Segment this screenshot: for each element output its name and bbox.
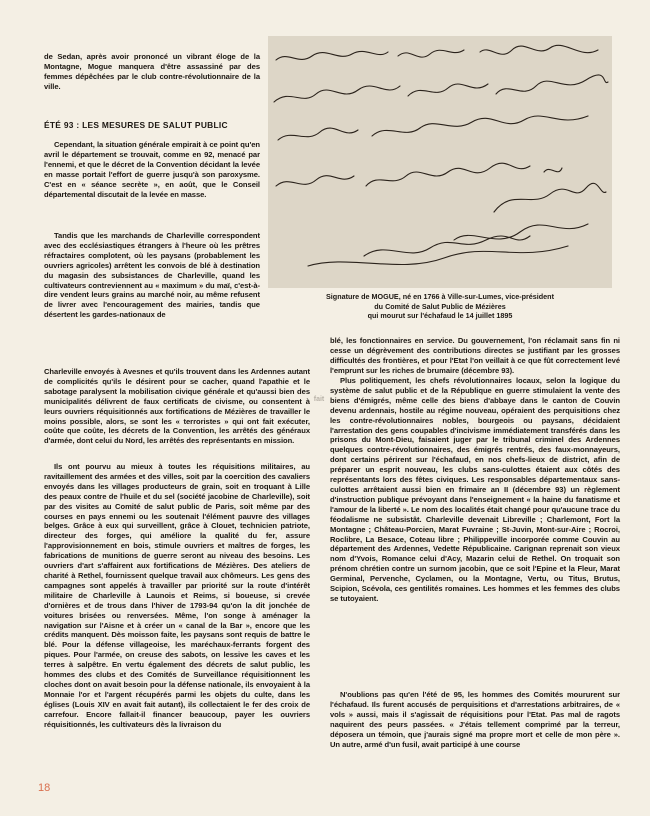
full-p-text: Charleville envoyés à Avesnes et qu'ils trouvent dans les Ardennes autant de complicités qu'ils le désirent pour se cacher, quand l'apathie et le sabotage paralysent la mobilisation civique générale et qu'aussi bien des municipalités délivrent de faux certificats de civisme, ou consentent à leurs ouvriers réquisitionnés aux fortifications de Mézières de travailler le moins possible, alors, se sont les « terroristes » qui ont fait exécuter, coûte que coûte, les décrets de la Convention, les arrêtés des généraux d'armée, dont celui du Nord, les arrêtés des représentants en mission.	[44, 367, 310, 446]
caption-line-3: qui mourut sur l'échafaud le 14 juillet 1895	[367, 311, 513, 321]
right-p2-text: Plus politiquement, les chefs révolutionnaires locaux, selon la logique du système de salut public et de la République en guerre stimulaient la vente des biens d'émigrés, même celle des biens d'abbaye dans le canton de Couvin devenu ardennais, hostile au régime nouveau, opéraient des perquisitions chez les contre-révolutionnaires nobles, bourgeois ou paysans, décidaient l'arrestation des gens coupables d'incivisme immédiatement transférés dans les prisons du Mont-Dieu, faisaient juger par le tribunal criminel des Ardennes quelques contre-révolutionnaires, des émigrés rentrés, des faux-monnayeurs, dont certains périrent sur l'échafaud, en nos chefs-lieux de district, afin de préparer un esprit nouveau, les clubs sans-culottes étaient aux côtés des représentants lors des fêtes civiques. Les responsables départementaux sans-culottes arrêtaient aussi bien en frimaire an II (décembre 93) un règlement d'instruction publique prévoyant dans l'enseignement « la haine du fanatisme et l'amour de la liberté ». Le nom des localités était changé pour qu'aucune trace du féodalisme ne subsistât. Charleville devenait Libreville ; Charlemont, Fort la Montagne ; Château-Porcien, Marat Fuvraine ; St-Juvin, Mont-sur-Aire ; Rocroi, Roclibre, La Besace, Coteau libre ; Philippeville incorporée comme Couvin au département des Ardennes, Vedette Républicaine. Carignan reprenait son vieux nom d'Yvois, Romance celui d'Acy, Mazarin celui de Rethel. On troquait son prénom chrétien contre un surnom jacobin, que ce soit l'Epine et la Fleur, Marat Germinal, Pervenche, Cyclamen, ou la Montagne, Vertu, ou Titus, Brutus, Scipion, Scévola, ces gentilités romaines. Les hommes et les femmes des clubs se tutoyaient.	[330, 376, 620, 603]
right-paragraph-2	[330, 376, 620, 604]
left-paragraph-2	[44, 231, 260, 320]
left-p3-text: Ils ont pourvu au mieux à toutes les réquisitions militaires, au ravitaillement des armées et des villes, soit par la coercition des cavaliers envoyés dans les villages producteurs de grain, soit en troquant à Lille des peaux contre de l'huile et du sel (société jacobine de Charleville), soit par des visites au Comité de salut public de Paris, soit même par des courses en pays ennemi ou les soutenait l'élément pauvre des villages belges. Grâce à eux qui surveillent, grâce à Clouet, technicien patriote, directeur des forges, qui améliore la qualité du fer, assure l'approvisionnement en bois, stimule ouvriers et maîtres de forges, les fabrications de munitions de guerre seront au niveau des besoins. Les ouvriers d'art s'affairent aux fortifications de Mézières. Des ateliers de charité à Rethel, fournissent quelque travail aux chômeurs. Les gens des campagnes sont appelés à travailler par priorité sur la route d'intérêt militaire de Charleville à Launois et Reims, si boueuse, si crevée d'ornières et de trous dans l'hiver de 1793-94 qu'on la dit jonchée de voitures brisées ou renversées. Même, l'on songe à aménager la navigation sur l'Aisne et à créer un « canal de la Bar », encore que les crédits manquent. Dès moisson faite, les paysans sont requis de battre le blé. Pour la défense villageoise, les maréchaux-ferrants forgent des piques. Pour l'armée, on creuse des sabots, on lessive les caves et les terres à salpêtre. En vertu également des décrets de salut public, les hommes des clubs et des Comités de Surveillance réquisitionnent les cloches dont on avait besoin pour la défense nationale, ils envoyaient à la Monnaie l'or et l'argent récupérés parmi les objets du culte, dans les églises (Louis XIV en avait fait autant), ils collectaient le fer des croix de carrefour. Encore fallait-il financer beaucoup, payer les ouvriers réquisitionnés, les cultivateurs dès la livraison du	[44, 462, 310, 729]
intro-text: de Sedan, après avoir prononcé un vibrant éloge de la Montagne, Mogue manquera d'être assassiné par des femmes dépêchées par le club contre-révolutionnaire de la ville.	[44, 52, 260, 91]
right-paragraph-1	[330, 336, 620, 376]
caption-line-1: Signature de MOGUE, né en 1766 à Ville-sur-Lumes, vice-président	[326, 292, 554, 301]
right-p3-text: N'oublions pas qu'en l'été de 95, les hommes des Comités moururent sur l'échafaud. Ils furent accusés de perquisitions et d'arrestations arbitraires, de « vols » aussi, mais il s'agissait de réquisitions pour l'Etat. Pas mal de ragots naquirent des peurs passées. « J'étais tellement comprimé par la terreur, déposera un témoin, que j'aurais signé ma propre mort et celle de mon père ». Un autre, armé d'un fusil, avait participé à une course	[330, 690, 620, 749]
signature-image	[268, 36, 612, 288]
right-paragraph-3	[330, 690, 620, 749]
section-title: ÉTÉ 93 : LES MESURES DE SALUT PUBLIC	[44, 120, 228, 130]
left-paragraph-3	[44, 462, 310, 729]
page-number: 18	[38, 782, 51, 794]
left-paragraph-1	[44, 140, 260, 199]
left-p1-text: Cependant, la situation générale empirait à ce point qu'en avril le département se trouvait, comme en 92, menacé par l'ennemi, et que le décret de la Convention décidant la levée en masse portait l'effort de guerre jusqu'à son paroxysme. C'est en « séance secrète », en août, que le Conseil départemental discutait de la levée en masse.	[44, 140, 260, 199]
left-p2-text: Tandis que les marchands de Charleville correspondent avec des ecclésiastiques étrangers à l'heure où les prêtres réfractaires complotent, où les paysans (probablement les ouvriers agricoles) arrêtent les convois de blé à destination du magasin des subsistances de Charleville, quand les cultivateurs contreviennent au « maximum » du maï, c'est-à-dire vendent leurs grains au marché noir, au même refusent de livrer avec l'encouragement des mairies, tandis que désertent les gardes-nationaux de	[44, 231, 260, 320]
caption-line-2: du Comité de Salut Public de Mézières	[374, 301, 506, 311]
full-width-paragraph	[44, 367, 310, 446]
handwritten-signature-icon	[268, 36, 612, 288]
intro-paragraph	[44, 52, 260, 92]
signature-caption	[262, 292, 618, 321]
right-p1-text: blé, les fonctionnaires en service. Du gouvernement, l'on réclamait sans fin ni cesse un dégrèvement des contributions directes se justifiant par les grosses difficultés des frontières, et pour l'Etat l'on veillait à ce que fût correctement levé l'emprunt sur les riches de brumaire (décembre 93).	[330, 336, 620, 375]
watermark: fait	[313, 396, 325, 403]
